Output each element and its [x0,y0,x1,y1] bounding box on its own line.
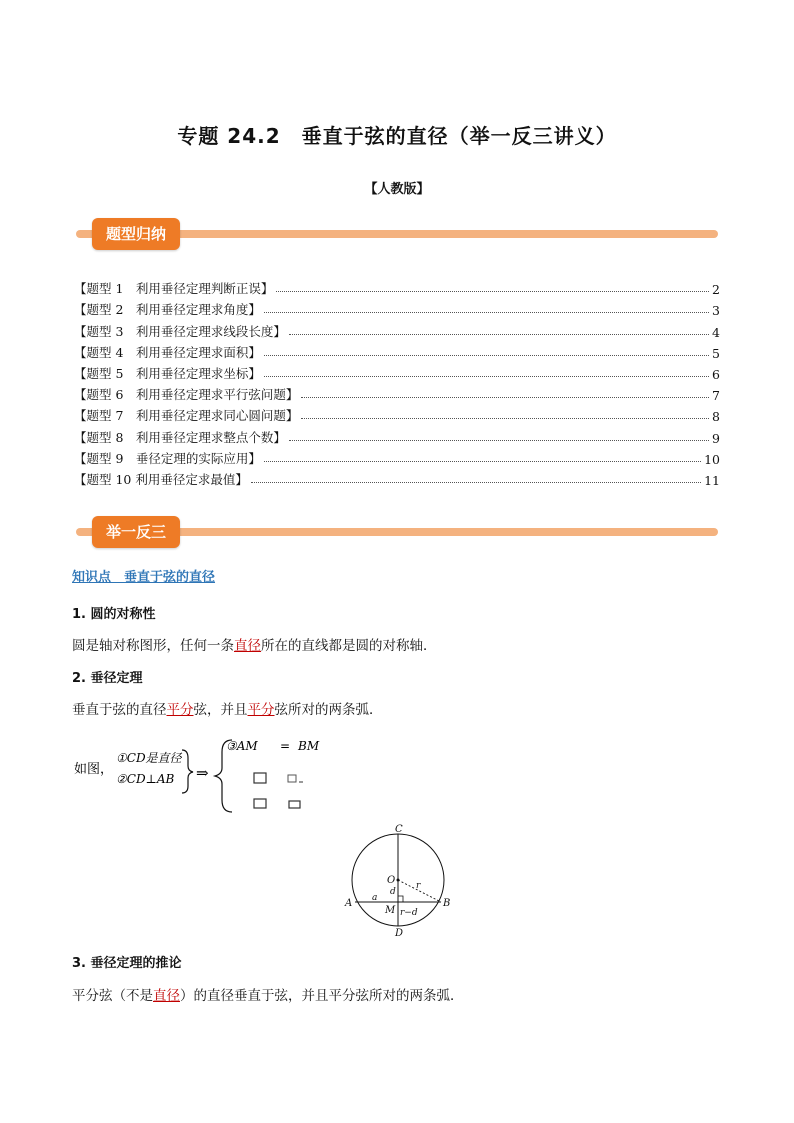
toc-leader-dots [301,418,709,419]
toc-entry[interactable] [74,318,720,339]
toc-entry-label: 【题型 1 利用垂径定理判断正误】 [74,281,274,297]
highlight-term: 直径 [234,638,261,654]
toc-entry-label: 【题型 5 利用垂径定理求坐标】 [74,365,261,381]
toc-entry-page: 7 [712,388,720,404]
toc-leader-dots [264,355,709,356]
missing-image-icon [254,773,266,783]
toc-entry-label: 【题型 10 利用垂径定求最值】 [74,471,248,487]
label-d: D [395,928,404,939]
label-r-minus-d: r−d [400,908,418,918]
paragraph-corollary [72,984,464,1004]
right-brace [182,750,193,793]
label-a-length: a [372,893,378,903]
highlight-term: 平分 [247,702,275,718]
paragraph-theorem [72,698,383,718]
missing-image-icon [254,799,266,808]
toc-entry-page: 6 [712,366,720,382]
toc-entry-page: 9 [712,430,720,446]
toc-leader-dots [251,482,701,483]
text: 平分弦（不是 [72,988,153,1004]
condition-2: ②CD⊥AB [116,772,175,786]
toc-entry[interactable] [74,276,720,297]
toc-entry-page: 11 [704,472,720,488]
text: 所在的直线都是圆的对称轴． [261,638,437,654]
paragraph-symmetry [72,634,437,654]
missing-image-icon [289,801,300,808]
text: 圆是轴对称图形，任何一条 [72,638,234,654]
banner-label: 题型归纳 [92,218,180,250]
toc-entry-label: 【题型 6 利用垂径定理求平行弦问题】 [74,387,299,403]
right-angle-mark [398,896,403,902]
toc-entry-label: 【题型 4 利用垂径定理求面积】 [74,344,261,360]
toc-entry-page: 3 [712,303,720,319]
toc-leader-dots [264,312,709,313]
toc-entry[interactable] [74,403,720,424]
heading-symmetry: 1. 圆的对称性 [72,607,156,622]
missing-image-icon [288,775,296,782]
toc-entry-label: 【题型 7 利用垂径定理求同心圆问题】 [74,408,299,424]
label-o: O [387,875,396,886]
toc-entry-label: 【题型 3 利用垂径定理求线段长度】 [74,323,286,339]
toc-entry-page: 2 [712,282,720,298]
heading-theorem: 2. 垂径定理 [72,671,143,686]
toc-entry[interactable] [74,446,720,467]
formula-lead: 如图， [74,762,114,777]
knowledge-point-link[interactable]: 知识点 垂直于弦的直径 [72,570,216,585]
implies-arrow: ⇒ [196,764,209,782]
heading-corollary: 3. 垂径定理的推论 [72,956,182,971]
label-d-length: d [390,887,396,897]
toc-leader-dots [289,334,709,335]
label-c: C [395,824,403,835]
toc-leader-dots [264,376,709,377]
toc-entry[interactable] [74,340,720,361]
toc-entry-label: 【题型 2 利用垂径定理求角度】 [74,302,261,318]
section-banner-types [76,218,718,250]
toc-entry[interactable] [74,467,720,488]
toc-leader-dots [276,291,709,292]
toc-leader-dots [301,397,709,398]
toc-entry-page: 5 [712,345,720,361]
text: 弦，并且 [193,702,248,718]
highlight-term: 直径 [153,988,180,1004]
theorem-formula [72,738,392,818]
toc-leader-dots [264,461,701,462]
toc-entry-label: 【题型 9 垂径定理的实际应用】 [74,450,261,466]
label-r: r [416,881,421,891]
text: 弦所对的两条弧． [274,702,383,718]
toc-entry-label: 【题型 8 利用垂径定理求整点个数】 [74,429,286,445]
text: ）的直径垂直于弦，并且平分弦所对的两条弧． [180,988,464,1004]
label-m: M [385,905,396,916]
toc-leader-dots [289,440,709,441]
text: 垂直于弦的直径 [72,702,167,718]
page-title: 专题 24.2 垂直于弦的直径（举一反三讲义） [177,124,617,148]
toc-entry[interactable] [74,361,720,382]
circle-diagram [342,822,462,940]
result-1-equals: = [280,739,291,753]
toc-entry[interactable] [74,382,720,403]
page-subtitle: 【人教版】 [364,182,430,197]
label-a: A [345,898,353,909]
condition-1: ①CD是直径 [116,751,182,765]
section-banner-examples [76,516,718,548]
toc-entry-page: 10 [704,451,720,467]
highlight-term: 平分 [166,702,194,718]
banner-label: 举一反三 [92,516,180,548]
toc-entry-page: 4 [712,324,720,340]
label-b: B [443,898,451,909]
toc-entry[interactable] [74,297,720,318]
toc-entry-page: 8 [712,409,720,425]
result-1-left: ③AM [226,739,258,753]
result-1-right: BM [298,739,320,753]
center-point [397,879,400,882]
table-of-contents [74,276,720,488]
toc-entry[interactable] [74,424,720,445]
